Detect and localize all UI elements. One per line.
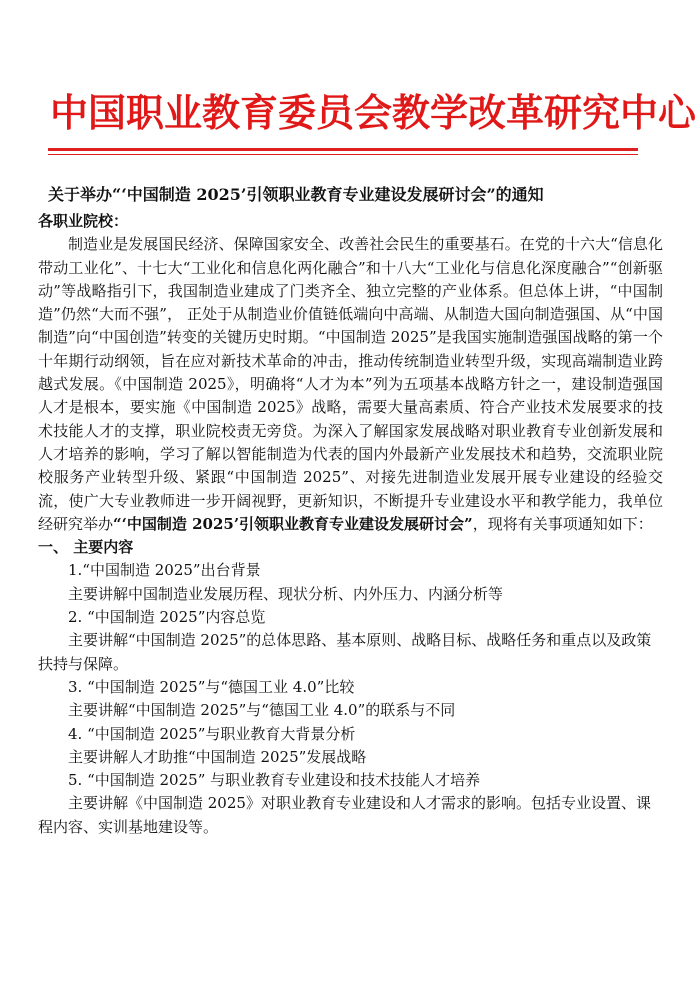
masthead-rule-thick — [48, 148, 638, 151]
intro-tail: ，现将有关事项通知如下： — [472, 514, 653, 533]
content-item-title: 3. “中国制造 2025”与“德国工业 4.0”比较 — [68, 677, 355, 696]
content-item-desc: 主要讲解“中国制造 2025”的总体思路、基本原则、战略目标、战略任务和重点以及政策扶持与保障。 — [38, 631, 652, 673]
content-item-desc: 主要讲解“中国制造 2025”与“德国工业 4.0”的联系与不同 — [68, 701, 456, 720]
notice-title: 关于举办“‘中国制造 2025’引领职业教育专业建设发展研讨会”的通知 — [48, 185, 544, 204]
intro-text: 制造业是发展国民经济、保障国家安全、改善社会民生的重要基石。在党的十六大“信息化带动工业化”、十七大“工业化和信息化两化融合”和十八大“工业化与信息化深度融合”“创新驱动”等战略指引下，我国制造业建成了门类齐全、独立完整的产业体系。但总体上讲，“中国制造”仍然“大而不强”， 正处于从制造业价值链低端向中高端、从制造大国向制造强国、从“中国制造”向“中国创造”转变的关键历史时期。“中国制造 2025”是我国实施制造强国战略的第一个十年期行动纲领，旨在应对新技术革命的冲击，推动传统制造业转型升级，实现高端制造业跨越式发展。《中国制造 2025》，明确将“人才为本”列为五项基本战略方针之一，建设制造强国人才是根本，要实施《中国制造 2025》战略，需要大量高素质、符合产业技术发展要求的技术技能人才的支撑，职业院校责无旁贷。为深入了解国家发展战略对职业教育专业创新发展和人才培养的影响，学习了解以智能制造为代表的国内外最新产业发展技术和趋势，交流职业院校服务产业转型升级、紧跟“中国制造 2025”、对接先进制造业发展开展专业建设的经验交流，使广大专业教师进一步开阔视野，更新知识，不断提升专业建设水平和教学能力，我单位经研究举办 — [38, 235, 663, 533]
masthead-rule-thin — [48, 154, 638, 155]
salutation: 各职业院校： — [38, 212, 129, 230]
content-item-title: 5. “中国制造 2025” 与职业教育专业建设和技术技能人才培养 — [68, 771, 481, 790]
content-item-desc: 主要讲解人才助推“中国制造 2025”发展战略 — [68, 747, 367, 766]
masthead-org-name: 中国职业教育委员会教学改革研究中心 — [50, 91, 697, 135]
event-name-emphasis: “‘中国制造 2025’引领职业教育专业建设发展研讨会” — [113, 514, 473, 533]
content-item-title: 4. “中国制造 2025”与职业教育大背景分析 — [68, 724, 356, 743]
content-item-title: 2. “中国制造 2025”内容总览 — [68, 608, 266, 627]
section-heading-main-content: 一、 主要内容 — [38, 538, 134, 557]
content-item-title: 1.“中国制造 2025”出台背景 — [68, 561, 261, 580]
content-item-desc: 主要讲解《中国制造 2025》对职业教育专业建设和人才需求的影响。包括专业设置、课程内容、实训基地建设等。 — [38, 794, 651, 836]
intro-paragraph — [38, 233, 663, 536]
content-item-desc: 主要讲解中国制造业发展历程、现状分析、内外压力、内涵分析等 — [68, 584, 504, 603]
notice-body — [38, 210, 663, 839]
